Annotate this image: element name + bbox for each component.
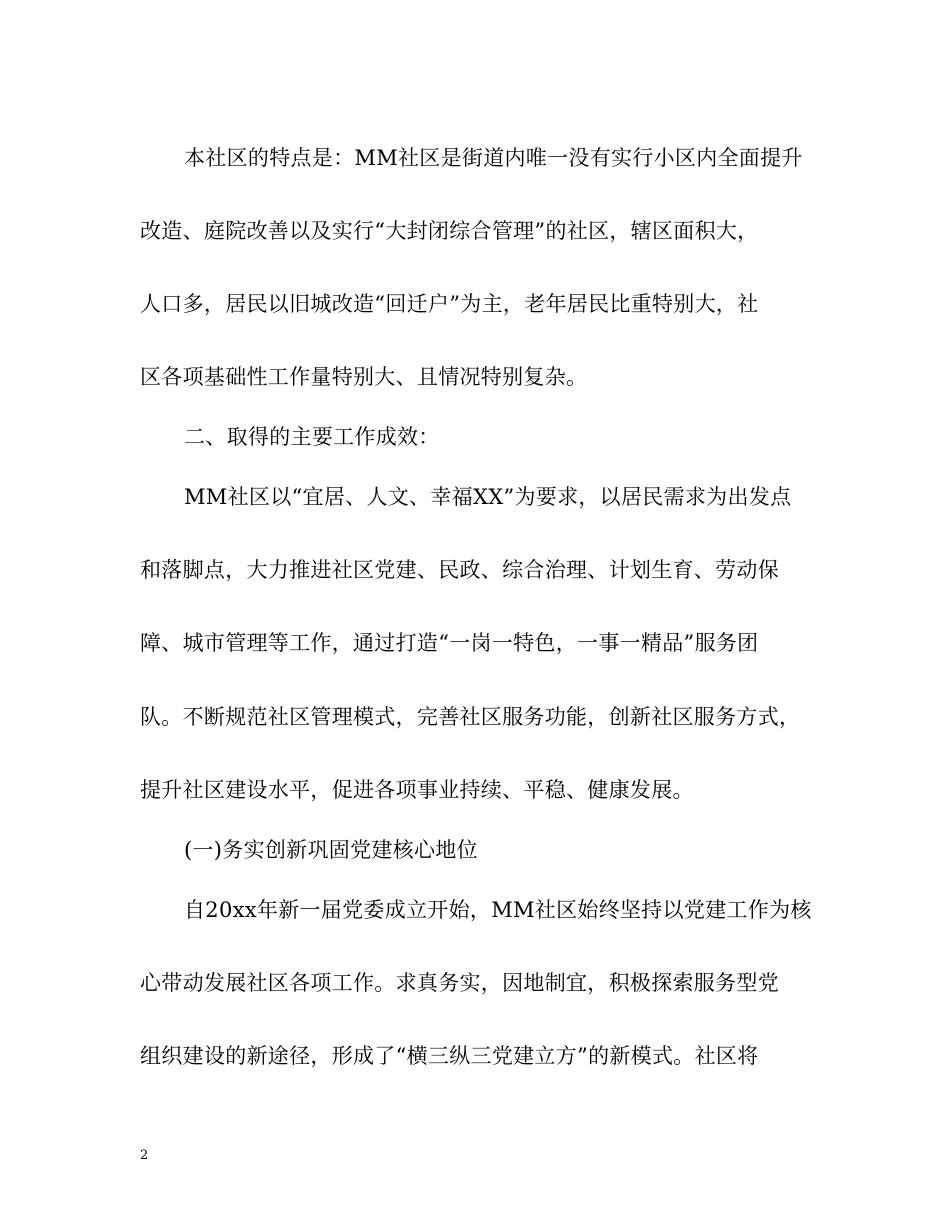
subheading-1: (一)务实创新巩固党建核心地位 xyxy=(184,838,478,862)
paragraph-1-line-1: 本社区的特点是：MM社区是街道内唯一没有实行小区内全面提升 xyxy=(184,146,803,170)
page-number: 2 xyxy=(140,1148,149,1163)
paragraph-3-line-2: 心带动发展社区各项工作。求真务实，因地制宜，积极探索服务型党 xyxy=(140,971,779,995)
paragraph-2-line-2: 和落脚点，大力推进社区党建、民政、综合治理、计划生育、劳动保 xyxy=(140,558,779,582)
paragraph-2-line-4: 队。不断规范社区管理模式，完善社区服务功能，创新社区服务方式， xyxy=(140,705,801,729)
paragraph-2-line-5: 提升社区建设水平，促进各项事业持续、平稳、健康发展。 xyxy=(140,778,694,802)
paragraph-1-line-2: 改造、庭院改善以及实行“大封闭综合管理”的社区，辖区面积大， xyxy=(140,219,759,243)
section-heading-2: 二、取得的主要工作成效： xyxy=(184,425,440,449)
paragraph-2-line-1: MM社区以“宜居、人文、幸福XX”为要求，以居民需求为出发点 xyxy=(184,485,792,509)
paragraph-1-line-3: 人口多，居民以旧城改造“回迁户”为主，老年居民比重特别大，社 xyxy=(140,292,759,316)
paragraph-3-line-1: 自20xx年新一届党委成立开始，MM社区始终坚持以党建工作为核 xyxy=(184,898,812,922)
paragraph-3-line-3: 组织建设的新途径，形成了“横三纵三党建立方”的新模式。社区将 xyxy=(140,1044,759,1068)
paragraph-1-line-4: 区各项基础性工作量特别大、且情况特别复杂。 xyxy=(140,365,588,389)
paragraph-2-line-3: 障、城市管理等工作，通过打造“一岗一特色，一事一精品”服务团 xyxy=(140,631,759,655)
